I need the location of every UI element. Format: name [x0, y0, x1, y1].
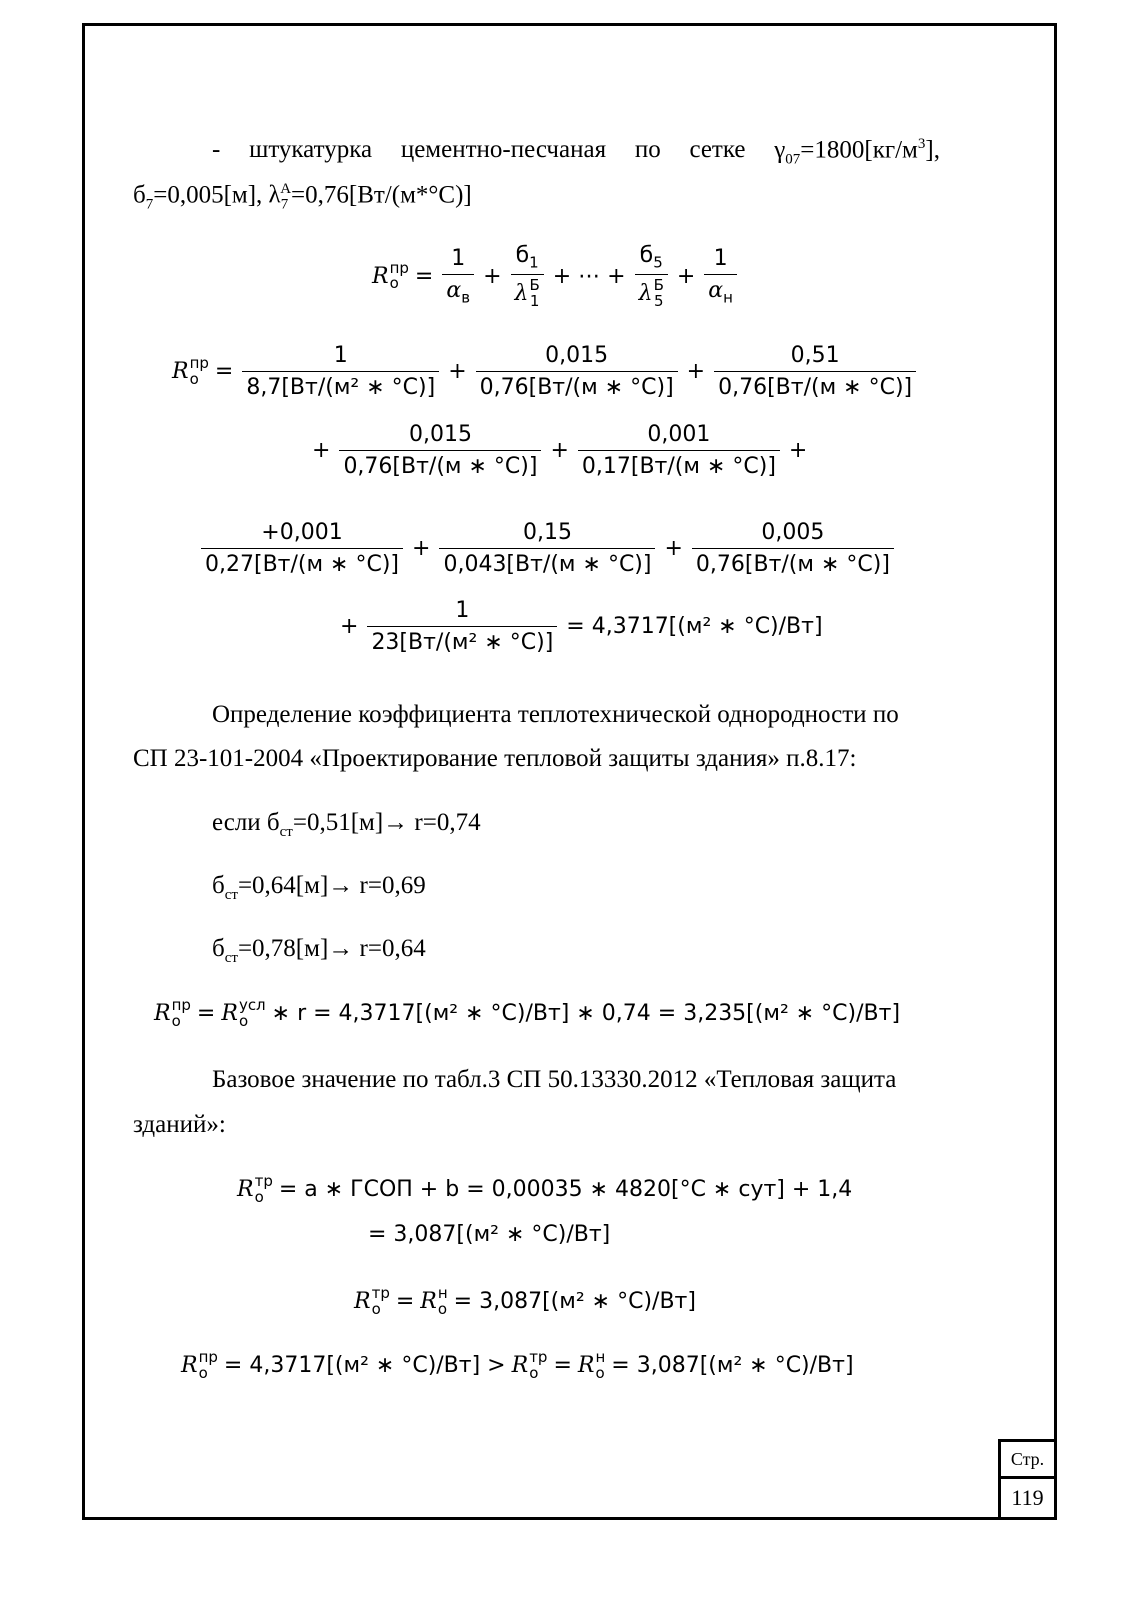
formula-comparison: R пр о = 4,3717[(м² ∗ °С)/Вт] > R тр о = R н о = 3,087[(м² ∗ °С)/Вт] — [181, 1348, 854, 1382]
word: - — [212, 136, 221, 163]
formula-reduced-resistance: R пр о = R усл о ∗ r = 4,3717[(м² ∗ °С)/Вт] ∗ 0,74 = 3,235[(м² ∗ °С)/Вт] — [154, 996, 901, 1030]
formula-resistance-calc-row3: $\frac{+0,001}{0,27[Вт/(м ∗ ^\circ С)]}$ + $\frac{0,15}{0,043[Вт/(м ∗ ^\circ С)]}$ + $\frac{0,005}{0,76[Вт/(м ∗ ^\circ С)]}$ — [198, 520, 897, 577]
paragraph-plaster-line2: $б_7=0,005[м]$, $\lambda_7^А=0,76[Вт/(м*^\circ С)]$ — [133, 181, 472, 213]
paragraph-base-value-line1: Базовое значение по табл.3 СП 50.13330.2012 «Тепловая защита — [212, 1066, 897, 1093]
paragraph-uniformity-line2: СП 23-101-2004 «Проектирование тепловой защиты здания» п.8.17: — [133, 745, 857, 772]
paragraph-uniformity-line1: Определение коэффициента теплотехнической однородности по — [212, 701, 899, 728]
formula-resistance-calc-row4: + $\frac{1}{\text{23[Вт/(м² ∗ °С)]}}$ = 4,3717[(м² ∗ °С)/Вт] — [340, 598, 823, 655]
page-number: 119 — [1011, 1485, 1044, 1510]
word: сетке — [689, 136, 746, 163]
page-stamp — [998, 1439, 1054, 1517]
condition-line: $б_{ст}=0,64[м]\to r=0,69$ — [212, 872, 426, 903]
formula-result: = 4,3717[(м² ∗ °С)/Вт] — [566, 614, 823, 639]
formula-resistance-calc-row2: + $\frac{0,015}{0,76[Вт/(м ∗ ^\circ С)]}$ + $\frac{0,001}{0,17[Вт/(м ∗ ^\circ С)]}$ + — [312, 422, 808, 479]
stamp-label: Стр. — [1001, 1442, 1054, 1479]
word: по — [634, 136, 661, 163]
gamma-expression: $\gamma_{07}=1800[кг/м^3]$, — [774, 136, 940, 168]
formula-resistance-general: R пр о = $\frac{1}{\alpha_в}$ + $б_1$ λ Б 1 + ⋯ + $б_5$ λ Б 5 + $\frac{1}{\alpha_н}$ — [372, 243, 740, 310]
condition-line: если $б_{ст}=0,51[м]\to r=0,74$ — [212, 809, 481, 840]
formula-required-resistance-line2: = 3,087[(м² ∗ °С)/Вт] — [368, 1222, 611, 1247]
condition-line: $б_{ст}=0,78[м]\to r=0,64$ — [212, 935, 426, 966]
paragraph-base-value-line2: зданий»: — [133, 1111, 226, 1138]
word: цементно-песчаная — [400, 136, 607, 163]
paragraph-plaster-line1 — [212, 136, 940, 168]
formula-required-resistance-line1: R тр о = а ∗ ГСОП + b = 0,00035 ∗ 4820[°С ∗ сут] + 1,4 — [237, 1172, 853, 1206]
word: штукатурка — [249, 136, 373, 163]
formula-resistance-calc-row1: R пр о = $\frac{1}{\text{8,7[Вт/(м² ∗ °С)]}}$ + $\frac{0,015}{0,76[Вт/(м ∗ ^\circ С)]}$ + $\frac{0,51}{0,76[Вт/(м ∗ ^\circ С)]}$ — [172, 343, 919, 400]
formula-normative-resistance: R тр о = R н о = 3,087[(м² ∗ °С)/Вт] — [354, 1284, 696, 1318]
